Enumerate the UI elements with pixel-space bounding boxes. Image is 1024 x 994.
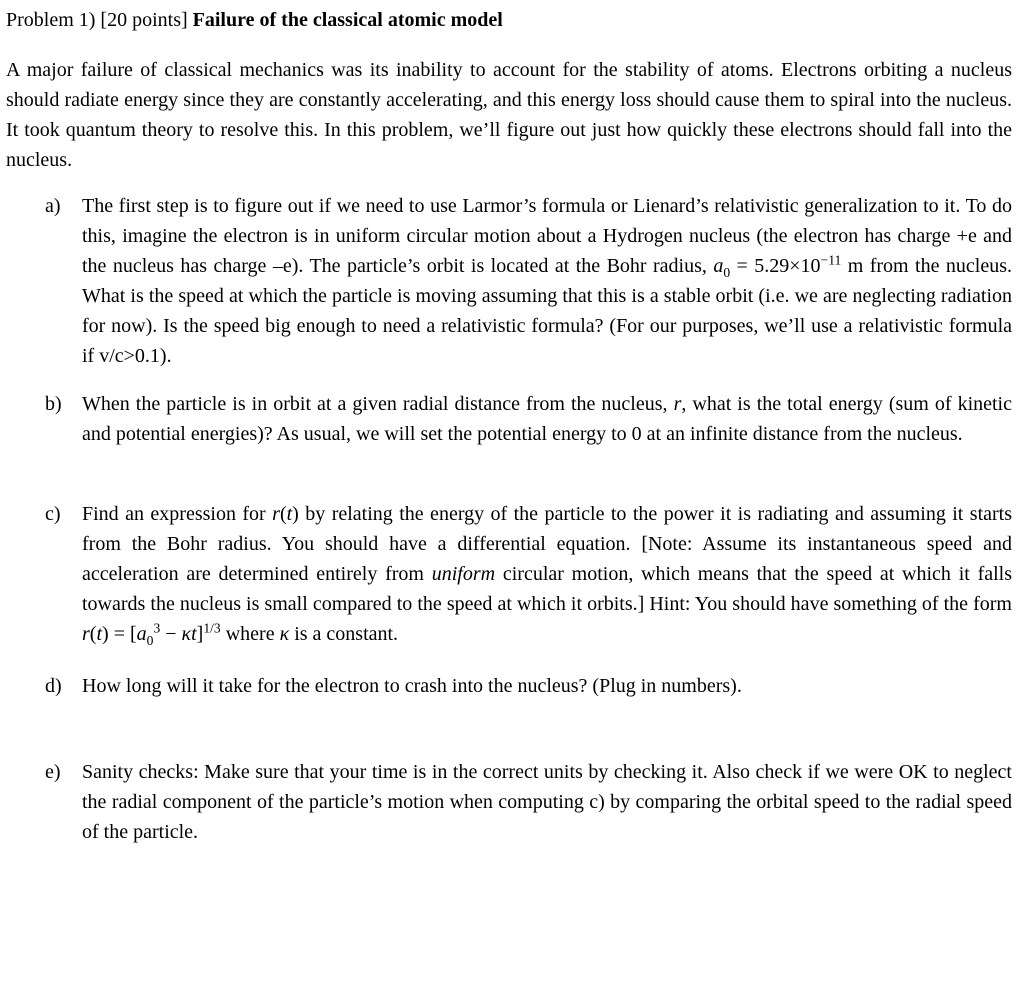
part-body: When the particle is in orbit at a given radial distance from the nucleus, r, what is the total energy (sum of kinetic and potential energies)? As usual, we will set the potential energy to 0 at an infinite distance from the nucleus.: [82, 393, 1012, 445]
part-body: Find an expression for r(t) by relating the energy of the particle to the power it is radiating and assuming it starts from the Bohr radius. You should have a differential equation. [Note: Assume its instantaneous speed and acceleration are determined entirely from uniform circular motion, which means that the speed at which it falls towards the nucleus is small compared to the speed at which it orbits.] Hint: You should have something of the form $r(t) = [a_0^3 - \kappa t]^{1/3}$ where κ is a constant.: [82, 503, 1013, 648]
part-body: Sanity checks: Make sure that your time is in the correct units by checking it. Also check if we were OK to neglect the radial component of the particle’s motion when computing c) by comparing the orbital speed to the radial speed of the particle.: [82, 761, 1012, 843]
part-label: b): [45, 393, 62, 415]
part-body: How long will it take for the electron to crash into the nucleus? (Plug in numbers).: [82, 675, 742, 697]
problem-part-b: [6, 389, 1012, 449]
problem-part-d: [6, 671, 1012, 701]
problem-part-a: [6, 191, 1012, 371]
part-body: The first step is to figure out if we need to use Larmor’s formula or Lienard’s relativistic generalization to it. To do this, imagine the electron is in uniform circular motion about a Hydrogen nucleus (the electron has charge +e and the nucleus has charge –e). The particle’s orbit is located at the Bohr radius, $a_0 = 5.29\times 10^{-11}$ m from the nucleus. What is the speed at which the particle is moving assuming that this is a stable orbit (i.e. we are neglecting radiation for now). Is the speed big enough to need a relativistic formula? (For our purposes, we’ll use a relativistic formula if v/c>0.1).: [82, 195, 1012, 367]
problem-parts: [6, 191, 1012, 847]
intro-paragraph: A major failure of classical mechanics was its inability to account for the stability of atoms. Electrons orbiting a nucleus should radiate energy since they are constantly accelerating, and this energy loss should cause them to spiral into the nucleus. It took quantum theory to resolve this. In this problem, we’ll figure out just how quickly these electrons should fall into the nucleus.: [6, 59, 1012, 171]
problem-title: Problem 1) [20 points] Failure of the classical atomic model: [6, 9, 503, 31]
part-label: c): [45, 503, 61, 525]
part-label: d): [45, 675, 62, 697]
part-label: e): [45, 761, 61, 783]
problem-part-c: [6, 499, 1012, 649]
part-label: a): [45, 195, 61, 217]
problem-part-e: [6, 757, 1012, 847]
